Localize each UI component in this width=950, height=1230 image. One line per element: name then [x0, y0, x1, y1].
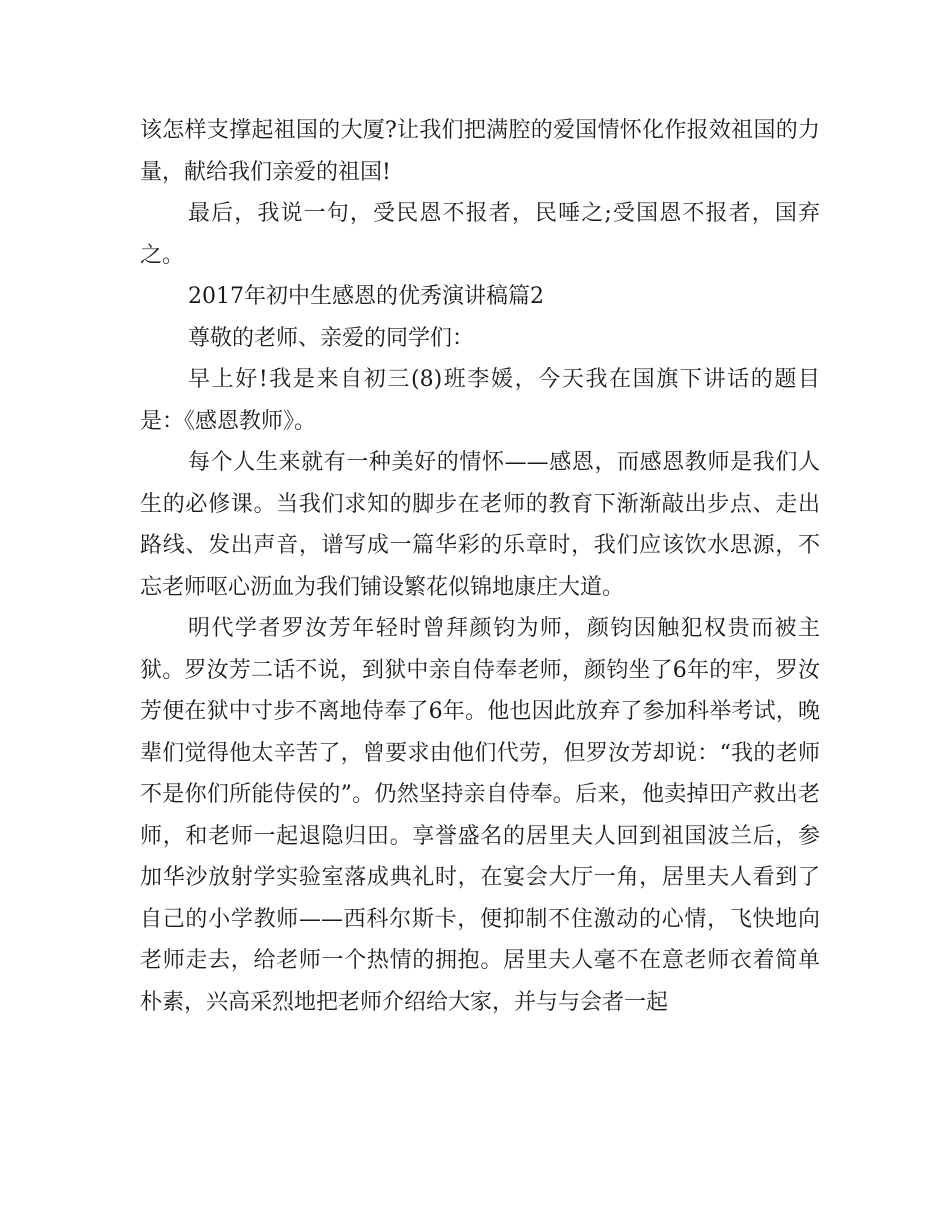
paragraph-gratitude: 每个人生来就有一种美好的情怀——感恩，而感恩教师是我们人生的必修课。当我们求知的脚步在老师的教育下渐渐敲出步点、走出路线、发出声音，谱写成一篇华彩的乐章时，我们应该饮水思源，不忘老师呕心沥血为我们铺设繁花似锦地康庄大道。 — [140, 450, 820, 600]
section-heading: 2017年初中生感恩的优秀演讲稿篇2 — [188, 284, 544, 309]
paragraph-greeting: 尊敬的老师、亲爱的同学们： — [188, 325, 475, 351]
paragraph-story: 明代学者罗汝芳年轻时曾拜颜钧为师，颜钧因触犯权贵而被主狱。罗汝芳二话不说，到狱中亲自侍奉老师，颜钧坐了6年的牢，罗汝芳便在狱中寸步不离地侍奉了6年。他也因此放弃了参加科举考试，晚辈们觉得他太辛苦了，曾要求由他们代劳，但罗汝芳却说：“我的老师不是你们所能侍侯的”。仍然坚持亲自侍奉。后来，他卖掉田产救出老师，和老师一起退隐归田。享誉盛名的居里夫人回到祖国波兰后，参加华沙放射学实验室落成典礼时，在宴会大厅一角，居里夫人看到了自己的小学教师——西科尔斯卡，便抑制不住激动的心情，飞快地向老师走去，给老师一个热情的拥抱。居里夫人毫不在意老师衣着简单朴素，兴高采烈地把老师介绍给大家，并与与会者一起 — [140, 616, 820, 1015]
paragraph-2: 最后，我说一句，受民恩不报者，民唾之;受国恩不报者，国弃之。 — [140, 201, 820, 268]
document-body — [140, 110, 820, 1023]
paragraph-intro: 早上好!我是来自初三(8)班李媛，今天我在国旗下讲话的题目是：《感恩教师》。 — [140, 367, 820, 434]
paragraph-1: 该怎样支撑起祖国的大厦?让我们把满腔的爱国情怀化作报效祖国的力量，献给我们亲爱的祖国! — [140, 118, 820, 185]
